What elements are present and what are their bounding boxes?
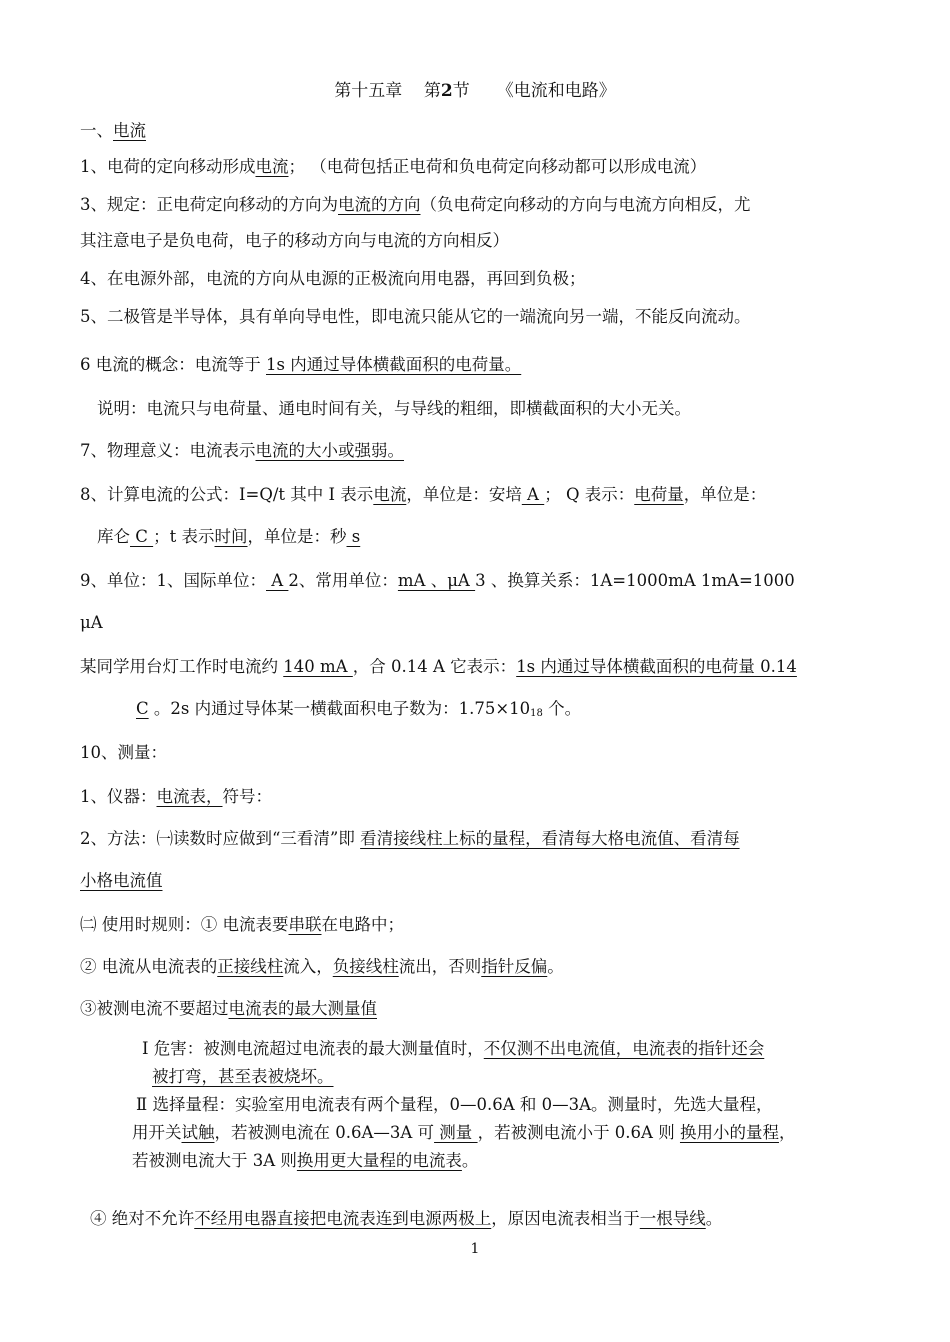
line-3: 4、在电源外部，电流的方向从电源的正极流向用电器，再回到负极； (80, 269, 586, 288)
line-11: 10、测量： (80, 743, 167, 762)
line-12: 1、仪器：电流表，符号： (80, 787, 272, 806)
line-4: 5、二极管是半导体，具有单向导电性，即电流只能从它的一端流向另一端，不能反向流动。 (80, 307, 751, 326)
line-2-cont: 其注意电子是负电荷，电子的移动方向与电流的方向相反） (80, 231, 509, 250)
line-9-cont: μA (80, 613, 103, 632)
line-8: 8、计算电流的公式：I=Q/t 其中 I 表示电流，单位是：安培 A ； Q 表示：电荷量，单位是： (80, 485, 767, 504)
line-17-cont: 被打弯，甚至表被烧坏。 (152, 1067, 334, 1086)
line-19: ④ 绝对不允许不经用电器直接把电流表连到电源两极上，原因电流表相当于一根导线。 (90, 1209, 723, 1228)
line-1: 1、电荷的定向移动形成电流； （电荷包括正电荷和负电荷定向移动都可以形成电流） (80, 157, 707, 176)
line-10-cont: C 。2s 内通过导体某一横截面积电子数为：1.75×1018 个。 (136, 699, 582, 719)
heading-current: 一、电流 (80, 121, 146, 140)
line-18: Ⅱ 选择量程：实验室用电流表有两个量程，0—0.6A 和 0—3A。测量时，先选大量程， (136, 1095, 773, 1114)
line-18-cont: 用开关试触，若被测电流在 0.6A—3A 可 测量 ，若被测电流小于 0.6A 则 换用小的量程， (132, 1123, 796, 1142)
line-13-cont: 小格电流值 (80, 871, 163, 890)
line-16: ③被测电流不要超过电流表的最大测量值 (80, 999, 377, 1018)
line-17: Ⅰ 危害：被测电流超过电流表的最大测量值时，不仅测不出电流值，电流表的指针还会 (142, 1039, 765, 1058)
page-number: 1 (470, 1241, 480, 1257)
page-title: 第十五章 第2节 《电流和电路》 (334, 81, 616, 101)
line-2: 3、规定：正电荷定向移动的方向为电流的方向（负电荷定向移动的方向与电流方向相反，尤 (80, 195, 751, 214)
line-18-cont2: 若被测电流大于 3A 则换用更大量程的电流表。 (132, 1151, 479, 1170)
line-7: 7、物理意义：电流表示电流的大小或强弱。 (80, 441, 404, 460)
line-14: ㈡ 使用时规则：① 电流表要串联在电路中； (80, 915, 404, 934)
line-13: 2、方法：㈠读数时应做到“三看清”即 看清接线柱上标的量程，看清每大格电流值、看清每 (80, 829, 740, 848)
line-9: 9、单位：1、国际单位： A 2、常用单位：mA 、μA 3 、换算关系：1A=1000mA 1mA=1000 (80, 571, 795, 590)
line-5: 6 电流的概念：电流等于 1s 内通过导体横截面积的电荷量。 (80, 355, 522, 374)
line-6: 说明：电流只与电荷量、通电时间有关，与导线的粗细，即横截面积的大小无关。 (97, 399, 691, 418)
line-15: ② 电流从电流表的正接线柱流入，负接线柱流出，否则指针反偏。 (80, 957, 564, 976)
line-10: 某同学用台灯工作时电流约 140 mA ，合 0.14 A 它表示：1s 内通过导体横截面积的电荷量 0.14 (80, 657, 797, 676)
line-8-cont: 库仑 C ；t 表示时间，单位是：秒 s (97, 527, 361, 546)
